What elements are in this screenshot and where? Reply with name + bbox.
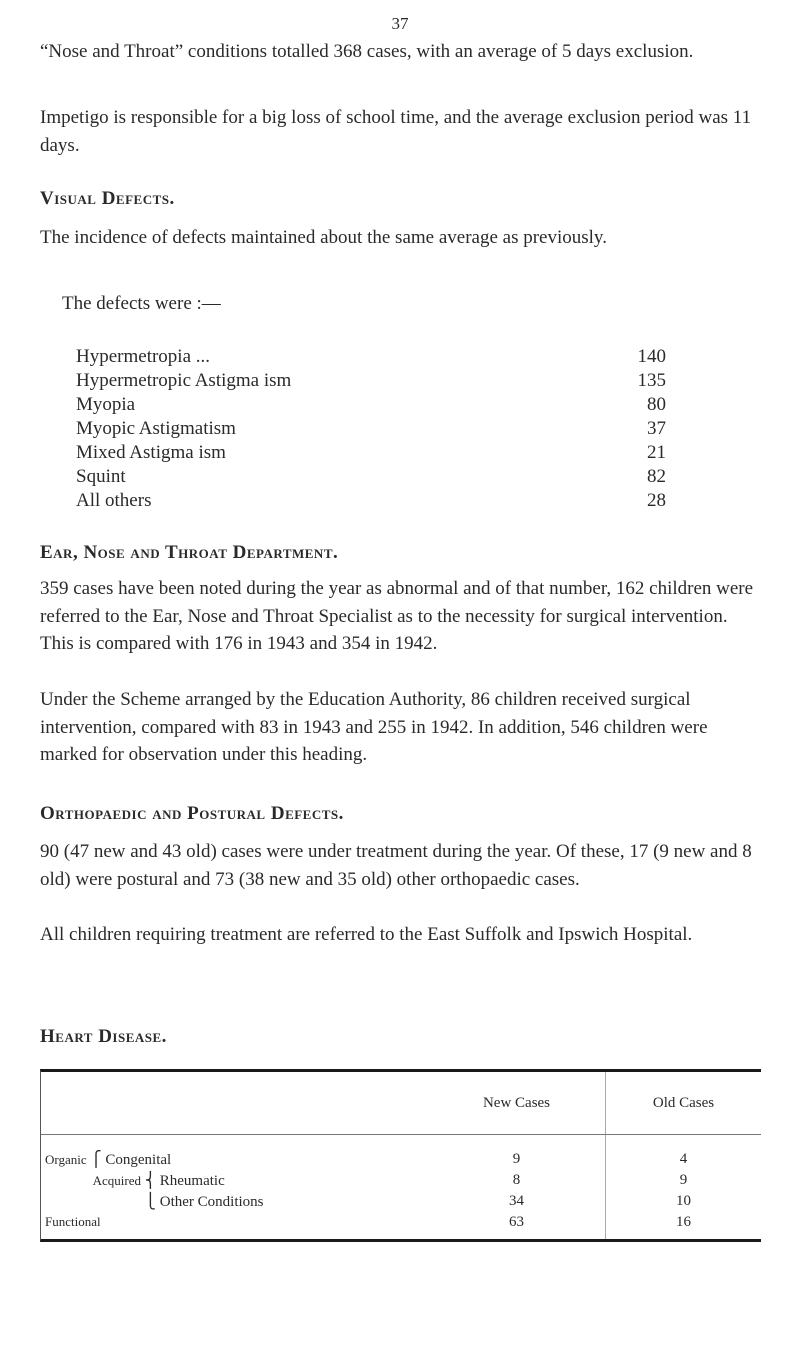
- visual-defects-intro: The incidence of defects maintained about the same average as previously.: [40, 227, 607, 248]
- acquired-label: Acquired: [92, 1173, 141, 1188]
- orthopaedic-heading: Orthopaedic and Postural Defects.: [40, 803, 344, 824]
- defect-row: [76, 417, 666, 441]
- defect-count: 37: [647, 418, 666, 439]
- table-row: [41, 1170, 761, 1191]
- rheumatic-old: 9: [606, 1170, 762, 1191]
- defect-name: Myopia: [76, 394, 136, 415]
- defect-row: [76, 465, 666, 489]
- ent-heading: Ear, Nose and Throat Department.: [40, 542, 339, 563]
- defect-count: 140: [637, 346, 666, 367]
- defect-row: [76, 369, 666, 393]
- impetigo-paragraph: Impetigo is responsible for a big loss of school time, and the average exclusion period was 11 days.: [40, 107, 752, 156]
- defect-count: 21: [647, 442, 666, 463]
- row-label: Acquired ⎨ Rheumatic: [41, 1170, 428, 1191]
- table-row: [41, 1212, 761, 1239]
- congenital-label: Congenital: [105, 1152, 172, 1168]
- table-row: [41, 1191, 761, 1212]
- other-conditions-new: 34: [509, 1193, 524, 1209]
- defect-row: [76, 489, 666, 513]
- ent-paragraph-1: 359 cases have been noted during the year as abnormal and of that number, 162 children were referred to the Ear, Nose and Throat Specialist as to the necessity for surgical intervention. This is compared with 176 in 1943 and 354 in 1942.: [40, 578, 754, 655]
- congenital-new: 9: [512, 1151, 521, 1167]
- functional-label: Functional: [45, 1214, 101, 1229]
- rheumatic-label: Rheumatic: [159, 1173, 225, 1189]
- defect-name: Hypermetropic Astigma ism: [76, 370, 292, 391]
- row-label: ⎩ Other Conditions: [141, 1194, 264, 1210]
- table-header-blank: [41, 1072, 428, 1135]
- heart-disease-heading: Heart Disease.: [40, 1026, 167, 1047]
- defect-name: Hypermetropia ...: [76, 346, 211, 367]
- table-row: [41, 1135, 761, 1171]
- defect-row: [76, 393, 666, 417]
- orthopaedic-paragraph-2: All children requiring treatment are referred to the East Suffolk and Ipswich Hospital.: [40, 924, 693, 945]
- functional-new: 63: [509, 1214, 524, 1230]
- row-label: [41, 1212, 428, 1239]
- visual-defects-list: [76, 345, 666, 513]
- heart-disease-table: [40, 1069, 761, 1242]
- defect-row: [76, 345, 666, 369]
- defect-count: 82: [647, 466, 666, 487]
- nose-throat-paragraph: “Nose and Throat” conditions totalled 368 cases, with an average of 5 days exclusion.: [40, 41, 694, 62]
- functional-old: 16: [606, 1212, 762, 1239]
- defect-count: 80: [647, 394, 666, 415]
- ent-paragraph-2: Under the Scheme arranged by the Education Authority, 86 children received surgical intervention, compared with 83 in 1943 and 255 in 1942. In addition, 546 children were marked for observation under this heading.: [40, 689, 708, 766]
- other-conditions-old: 10: [606, 1191, 762, 1212]
- other-conditions-label: Other Conditions: [159, 1194, 264, 1210]
- defect-row: [76, 441, 666, 465]
- congenital-old: 4: [606, 1135, 762, 1171]
- rheumatic-new: 8: [512, 1172, 521, 1188]
- visual-defects-heading: Visual Defects.: [40, 188, 175, 209]
- orthopaedic-paragraph-1: 90 (47 new and 43 old) cases were under treatment during the year. Of these, 17 (9 new and 8 old) were postural and 73 (38 new and 35 old) other orthopaedic cases.: [40, 841, 752, 890]
- defect-name: Mixed Astigma ism: [76, 442, 226, 463]
- old-cases-header: Old Cases: [606, 1072, 762, 1135]
- defect-name: All others: [76, 490, 152, 511]
- defect-count: 135: [637, 370, 666, 391]
- page-number: 37: [391, 14, 409, 33]
- visual-defects-list-intro: The defects were :—: [62, 293, 221, 314]
- row-label: Organic ⎧ Congenital: [41, 1135, 428, 1171]
- defect-count: 28: [647, 490, 666, 511]
- defect-name: Myopic Astigmatism: [76, 418, 236, 439]
- defect-name: Squint: [76, 466, 126, 487]
- new-cases-header: New Cases: [428, 1072, 606, 1135]
- organic-label: Organic: [45, 1152, 87, 1167]
